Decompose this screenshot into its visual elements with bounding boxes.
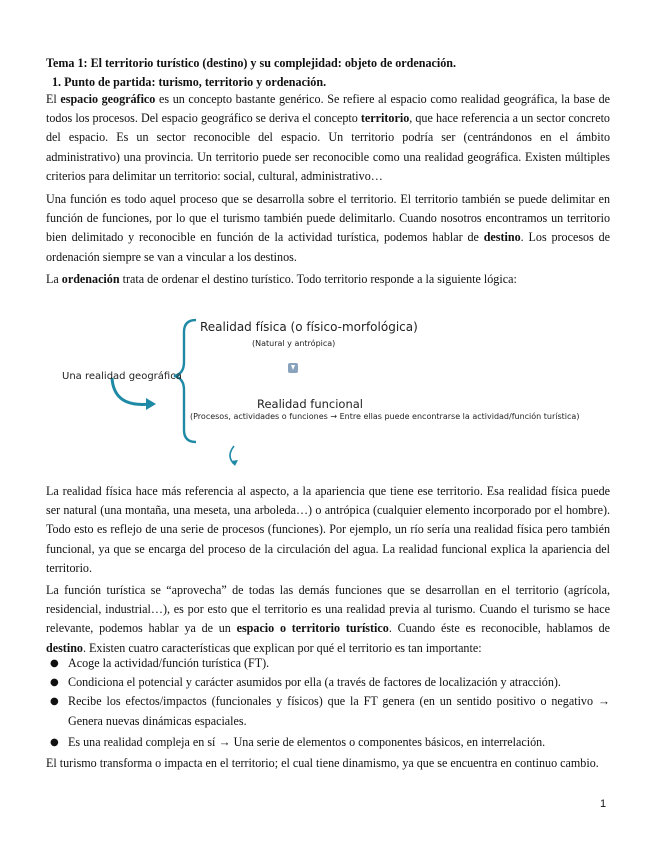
diagram-label-physical-reality: Realidad física (o físico-morfológica) — [200, 320, 418, 334]
curved-arrow-left-head — [146, 398, 156, 410]
arrow-down-icon — [288, 363, 298, 373]
paragraph-ordenacion: La ordenación trata de ordenar el destino turístico. Todo territorio responde a la siguiente lógica: — [46, 272, 517, 286]
section-heading: 1. Punto de partida: turismo, territorio y ordenación. — [52, 75, 327, 89]
paragraph-funcion: Una función es todo aquel proceso que se desarrolla sobre el territorio. El territorio también se puede delimitar en función de funciones, por lo que el turismo también puede delimitarlo. Cuando nosotros encontramos un territorio bien delimitado y reconocible en función de la actividad turística, podemos hablar de destino. Los procesos de ordenación siempre se van a vincular a los destinos. — [46, 192, 611, 264]
bullet-icon: ● — [50, 736, 59, 748]
diagram-label-functional-reality: Realidad funcional — [257, 397, 363, 411]
diagram-label-geographic-reality: Una realidad geográfica — [62, 371, 182, 382]
list-item: ● Es una realidad compleja en sí → Una serie de elementos o componentes básicos, en interrelación. — [46, 733, 610, 752]
territory-diagram — [0, 300, 655, 480]
paragraph-dinamismo: El turismo transforma o impacta en el territorio; el cual tiene dinamismo, ya que se encuentra en continuo cambio. — [46, 756, 599, 770]
list-item: ● Condiciona el potencial y carácter asumidos por ella (a través de factores de localización y atracción). — [46, 673, 610, 692]
list-item: ● Recibe los efectos/impactos (funcionales y físicos) que la FT genera (en un sentido positivo o negativo → Genera nuevas dinámicas espaciales. — [50, 694, 610, 728]
paragraph-realidad-fisica: La realidad física hace más referencia al aspecto, a la apariencia que tiene ese territorio. Esa realidad física puede ser natural (una montaña, una meseta, una arboleda…) o antrópica (cualquier elemento incorporado por el hombre). Todo esto es reflejo de una serie de procesos (funciones). Por ejemplo, un río sería una realidad física pero también funcional, ya que se encarga del proceso de la circulación del agua. La realidad funcional explica la apariencia del territorio. — [46, 484, 610, 575]
paragraph-funcion-turistica: La función turística se “aprovecha” de todas las demás funciones que se desarrollan en el territorio (agrícola, residencial, industrial…), es por esto que el territorio es una realidad previa al turismo. Cuando el turismo se hace relevante, podemos hablar ya de un espacio o territorio turístico. Cuando éste es reconocible, hablamos de destino. Existen cuatro características que explican por qué el territorio es tan importante: — [46, 583, 610, 655]
page-number: 1 — [600, 798, 607, 810]
characteristics-list — [46, 654, 610, 752]
diagram-label-functional-sub: (Procesos, actividades o funciones → Entre ellas puede encontrarse la actividad/función turística) — [190, 412, 580, 421]
page-title: Tema 1: El territorio turístico (destino) y su complejidad: objeto de ordenación. — [46, 56, 457, 70]
diagram-label-physical-sub: (Natural y antrópica) — [252, 339, 336, 348]
paragraph-espacio-geografico: El espacio geográfico es un concepto bastante genérico. Se refiere al espacio como realidad geográfica, la base de todos los procesos. Del espacio geográfico se deriva el concepto territorio, que hace referencia a un sector concreto del espacio. Es un sector reconocible del espacio. Un territorio podría ser (centrándonos en el ámbito administrativo) una provincia. Un territorio puede ser reconocible como una realidad geográfica. Existen múltiples criterios para delimitar un territorio: social, cultural, administrativo… — [46, 92, 610, 183]
list-item: ● Acoge la actividad/función turística (FT). — [46, 654, 610, 673]
bullet-icon: ● — [50, 696, 59, 708]
bullet-icon: ● — [50, 658, 59, 669]
bullet-icon: ● — [50, 677, 59, 689]
